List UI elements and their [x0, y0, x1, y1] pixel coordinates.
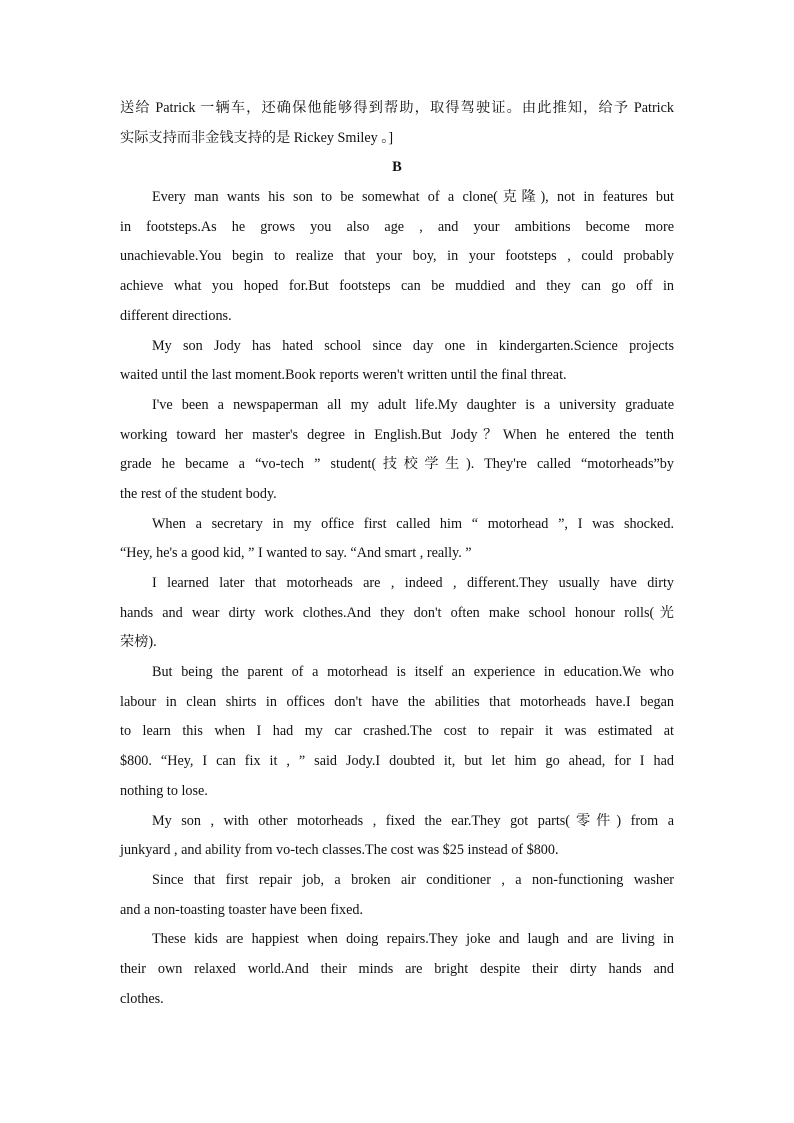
paragraph-line: Since that first repair job, a broken air conditioner , a non-functioning washer	[152, 871, 674, 888]
paragraph-line: different directions.	[120, 307, 232, 324]
paragraph-line: labour in clean shirts in offices don't have the abilities that motorheads have.I began	[120, 693, 674, 710]
section-heading: B	[392, 159, 402, 176]
paragraph-line: their own relaxed world.And their minds are bright despite their dirty hands and	[120, 960, 674, 977]
document-body	[120, 94, 674, 1014]
paragraph-line: and a non-toasting toaster have been fixed.	[120, 901, 364, 918]
paragraph	[120, 658, 674, 806]
paragraph	[120, 332, 674, 391]
paragraph-line: Every man wants his son to be somewhat of a clone(克隆), not in features but	[152, 189, 674, 206]
intro-line: 送给 Patrick 一辆车，还确保他能够得到帮助，取得驾驶证。由此推知，给予 Patrick	[120, 100, 674, 116]
intro-line: 实际支持而非金钱支持的是 Rickey Smiley 。]	[120, 129, 394, 146]
paragraph-line: When a secretary in my office first called him “ motorhead ”, I was shocked.	[152, 515, 674, 532]
paragraph-line: These kids are happiest when doing repairs.They joke and laugh and are living in	[152, 931, 674, 948]
paragraph	[120, 866, 674, 925]
paragraph	[120, 807, 674, 866]
paragraph-line: junkyard , and ability from vo-tech classes.The cost was $25 instead of $800.	[120, 842, 559, 859]
paragraph-line: to learn this when I had my car crashed.The cost to repair it was estimated at	[120, 723, 674, 740]
paragraph-line: grade he became a “vo-tech ” student(技校学生). They're called “motorheads”by	[120, 456, 674, 473]
paragraph	[120, 510, 674, 569]
paragraph-line: in footsteps.As he grows you also age , and your ambitions become more	[120, 218, 674, 235]
paragraph-line: I've been a newspaperman all my adult life.My daughter is a university graduate	[152, 396, 674, 413]
paragraph-line: But being the parent of a motorhead is itself an experience in education.We who	[152, 664, 674, 681]
paragraph	[120, 183, 674, 331]
paragraph	[120, 569, 674, 658]
paragraph-line: 荣榜).	[120, 634, 157, 651]
paragraph-line: hands and wear dirty work clothes.And they don't often make school honour rolls(光	[120, 604, 674, 621]
paragraph-line: working toward her master's degree in English.But Jody？When he entered the tenth	[120, 426, 674, 443]
paragraph-line: unachievable.You begin to realize that your boy, in your footsteps , could probably	[120, 248, 674, 265]
paragraph	[120, 925, 674, 1014]
paragraph-line: achieve what you hoped for.But footsteps can be muddied and they can go off in	[120, 278, 674, 295]
paragraph-line: the rest of the student body.	[120, 485, 277, 502]
paragraph	[120, 391, 674, 510]
paragraph-line: nothing to lose.	[120, 782, 208, 799]
paragraph-line: I learned later that motorheads are , indeed , different.They usually have dirty	[152, 575, 674, 591]
paragraph-line: “Hey, he's a good kid, ” I wanted to say. “And smart , really. ”	[120, 545, 472, 562]
paragraph-line: clothes.	[120, 990, 164, 1007]
paragraph-line: $800. “Hey, I can fix it , ” said Jody.I doubted it, but let him go ahead, for I had	[120, 753, 674, 770]
paragraph-line: My son , with other motorheads , fixed the ear.They got parts(零件) from a	[152, 812, 674, 829]
paragraph-line: waited until the last moment.Book reports weren't written until the final threat.	[120, 367, 567, 384]
paragraph-line: My son Jody has hated school since day one in kindergarten.Science projects	[152, 337, 674, 354]
